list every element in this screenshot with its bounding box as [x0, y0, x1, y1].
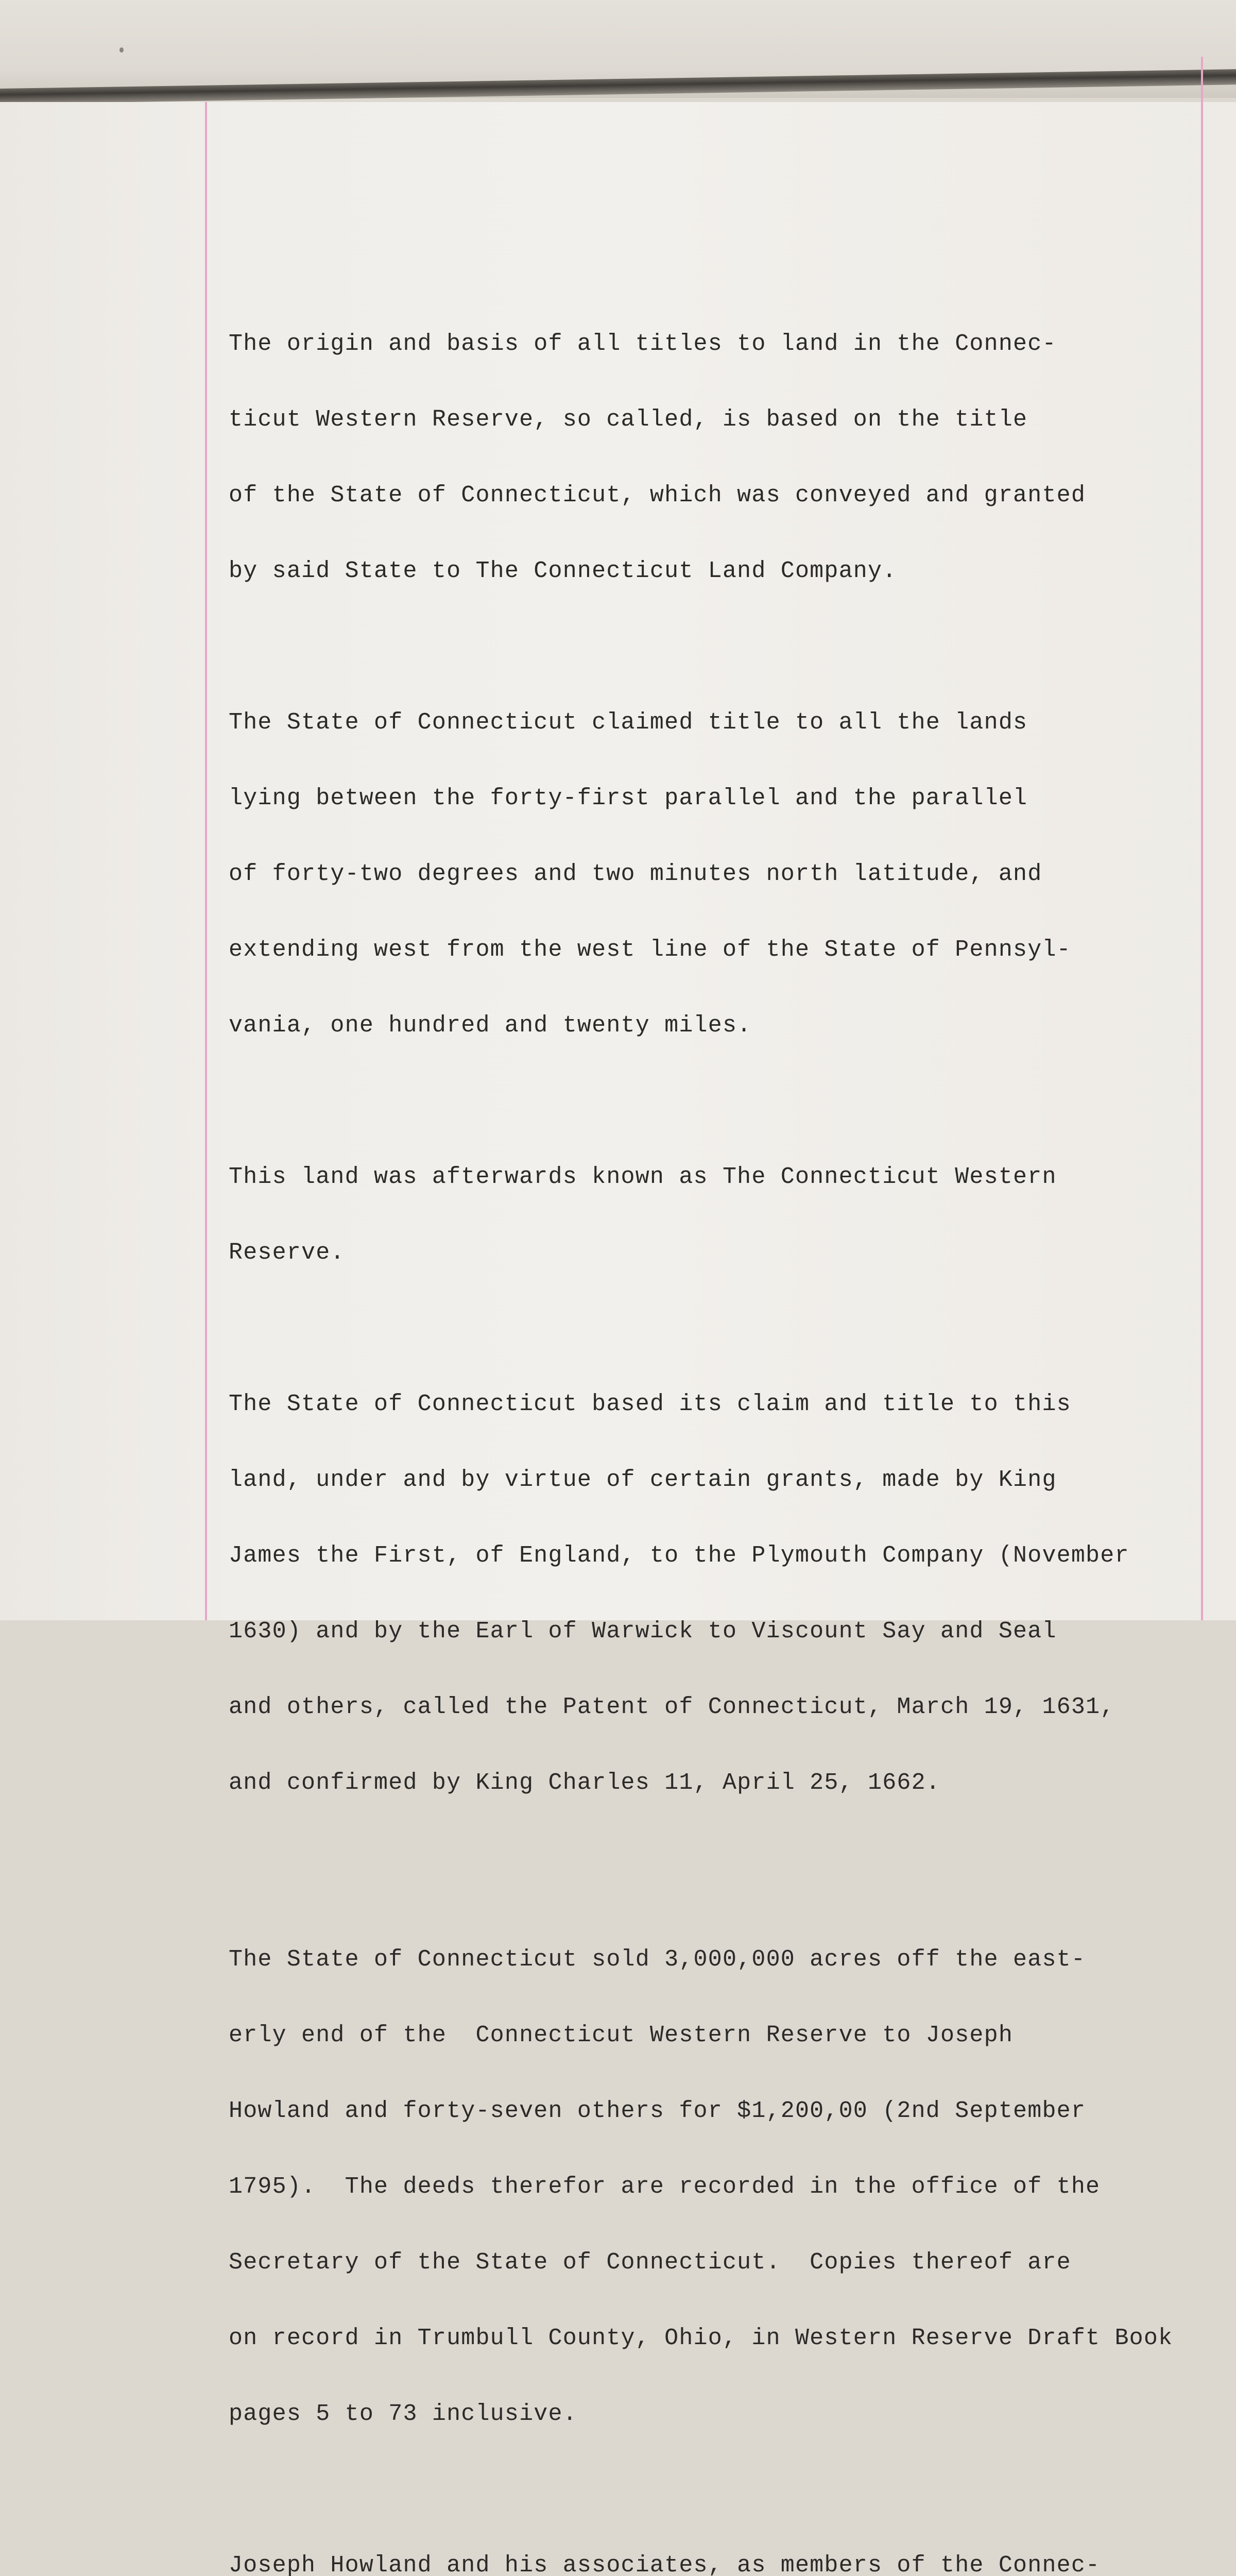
text-line: of forty-two degrees and two minutes north latitude, and [229, 861, 1042, 887]
paragraph-sale-of-acres [229, 1896, 1197, 2477]
typed-text-block [229, 281, 1197, 2576]
text-line: by said State to The Connecticut Land Company. [229, 558, 897, 584]
paragraph-state-claim [229, 659, 1197, 1089]
paragraph-western-reserve-name [229, 1114, 1197, 1316]
text-line: ticut Western Reserve, so called, is based on the title [229, 406, 1028, 433]
text-line: land, under and by virtue of certain grants, made by King [229, 1467, 1057, 1493]
text-line: and others, called the Patent of Connecticut, March 19, 1631, [229, 1694, 1115, 1720]
left-margin-rule [205, 102, 207, 1620]
text-line: pages 5 to 73 inclusive. [229, 2401, 577, 2427]
text-line: 1630) and by the Earl of Warwick to Viscount Say and Seal [229, 1618, 1057, 1645]
text-line: Joseph Howland and his associates, as members of the Connec- [229, 2552, 1101, 2576]
text-line: Howland and forty-seven others for $1,200,00 (2nd September [229, 2098, 1086, 2124]
text-line: The State of Connecticut based its claim and title to this [229, 1391, 1071, 1417]
text-line: The State of Connecticut sold 3,000,000 acres off the east- [229, 1946, 1086, 1973]
text-line: This land was afterwards known as The Connecticut Western [229, 1164, 1057, 1190]
text-line: of the State of Connecticut, which was conveyed and granted [229, 482, 1086, 509]
text-line: The origin and basis of all titles to land in the Connec- [229, 331, 1057, 357]
text-line: and confirmed by King Charles 11, April 25, 1662. [229, 1770, 941, 1796]
paragraph-royal-grants [229, 1341, 1197, 1846]
right-margin-rule [1201, 57, 1203, 1620]
paper-speck [119, 47, 124, 53]
text-line: lying between the forty-first parallel and the parallel [229, 785, 1028, 811]
text-line: The State of Connecticut claimed title to all the lands [229, 709, 1028, 736]
text-line: James the First, of England, to the Plymouth Company (November [229, 1543, 1129, 1569]
text-line: vania, one hundred and twenty miles. [229, 1012, 752, 1039]
text-line: Secretary of the State of Connecticut. Copies thereof are [229, 2249, 1071, 2276]
text-line: erly end of the Connecticut Western Reserve to Joseph [229, 2022, 1014, 2048]
text-line: Reserve. [229, 1240, 345, 1266]
text-line: extending west from the west line of the State of Pennsyl- [229, 937, 1071, 963]
paragraph-deed-of-trust [229, 2502, 1197, 2576]
paragraph-origin-of-titles [229, 281, 1197, 634]
text-line: 1795). The deeds therefor are recorded in the office of the [229, 2174, 1101, 2200]
text-line: on record in Trumbull County, Ohio, in Western Reserve Draft Book [229, 2325, 1173, 2351]
